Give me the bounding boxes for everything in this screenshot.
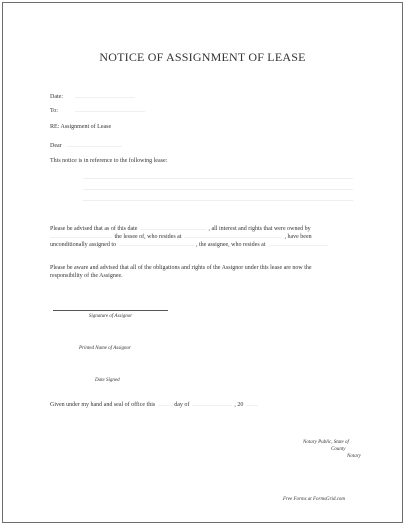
dear-row <box>50 140 122 150</box>
day-field[interactable] <box>158 399 172 406</box>
assignee-address-field[interactable] <box>268 239 328 246</box>
assignor-name-field[interactable] <box>50 231 112 238</box>
para1-text-a: Please be advised that as of this date <box>50 226 138 232</box>
date-signed-caption: Date Signed <box>95 378 120 383</box>
paragraph-2-line-2: responsibility of the Assignee. <box>50 273 123 279</box>
para1-text-b: , all interest and rights that were owned by <box>208 226 311 232</box>
para1-line3-text-a: unconditionally assigned to <box>50 242 116 248</box>
assignor-signature-line[interactable] <box>53 310 168 311</box>
dear-label: Dear <box>50 143 62 149</box>
assignor-address-field[interactable] <box>184 231 282 238</box>
notary-line-3: Notary <box>347 454 361 459</box>
document-page <box>2 2 403 523</box>
date-label: Date: <box>50 94 63 100</box>
document-title: NOTICE OF ASSIGNMENT OF LEASE <box>99 50 306 64</box>
paragraph-2-line-1: Please be aware and advised that all of the obligations and rights of the Assignor under this lease are now the <box>50 265 312 271</box>
signature-caption: Signature of Assignor <box>88 314 133 319</box>
date-field[interactable] <box>75 91 135 98</box>
reference-line: This notice is in reference to the following lease: <box>50 158 168 164</box>
para1-line2-text-b: , have been <box>284 234 312 240</box>
to-label: To: <box>50 108 58 114</box>
paragraph-1-line-3 <box>50 239 328 249</box>
given-under-text-a: Given under my hand and seal of office this <box>50 402 156 408</box>
para1-line2-text-a: the lessee of, who resides at <box>114 234 182 240</box>
printed-name-caption: Printed Name of Assignor <box>79 346 131 351</box>
para1-line3-text-b: , the assignee, who resides at <box>196 242 266 248</box>
month-field[interactable] <box>192 399 232 406</box>
lease-description-line-3[interactable] <box>83 200 353 201</box>
re-row <box>50 123 111 131</box>
lease-description-line-2[interactable] <box>83 189 353 190</box>
to-row <box>50 105 145 115</box>
lease-description-line-1[interactable] <box>83 178 353 179</box>
given-under-text-c: , 20 <box>234 402 244 408</box>
date-row <box>50 91 135 101</box>
dear-field[interactable] <box>67 140 122 147</box>
effective-date-field[interactable] <box>140 223 206 230</box>
to-field[interactable] <box>75 105 145 112</box>
notary-line-1: Notary Public, State of <box>303 440 349 445</box>
re-label: RE: Assignment of Lease <box>50 124 112 130</box>
assignee-name-field[interactable] <box>119 239 194 246</box>
footer-credit: Free Forms at FormsGrid.com <box>283 497 346 502</box>
year-field[interactable] <box>246 399 258 406</box>
given-under-text-b: day of <box>174 402 190 408</box>
notary-line-2: County <box>331 447 346 452</box>
given-under-row <box>50 399 258 409</box>
